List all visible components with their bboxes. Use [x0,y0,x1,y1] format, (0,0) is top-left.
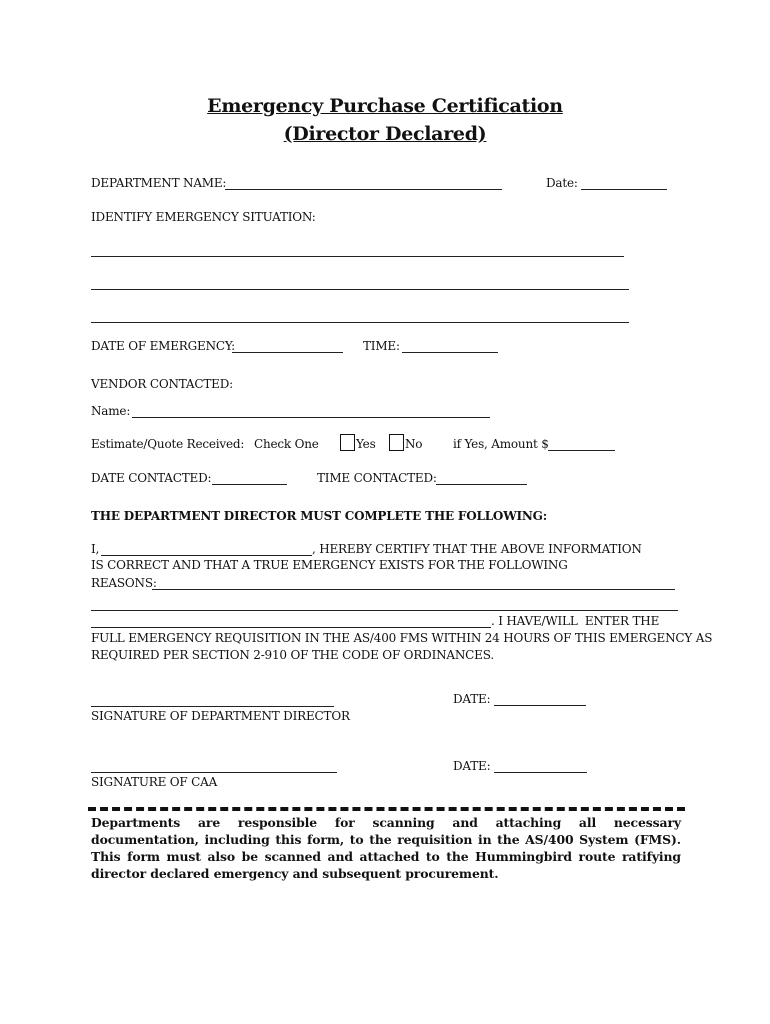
amount-field[interactable] [548,450,615,451]
no-label: No [405,437,423,451]
director-signature-label: SIGNATURE OF DEPARTMENT DIRECTOR [91,709,350,723]
department-name-label: DEPARTMENT NAME: [91,176,227,190]
vendor-contacted-heading: VENDOR CONTACTED: [91,377,233,391]
reasons-line-3[interactable] [91,627,491,628]
director-date-label: DATE: [453,692,491,706]
emergency-situation-label: IDENTIFY EMERGENCY SITUATION: [91,210,316,224]
emergency-situation-line-1[interactable] [91,256,624,257]
footer-note: Departments are responsible for scanning and attaching all necessary documentation, including this form, to the requisition in the AS/400 System (FMS). This form must also be scanned and attached to the Hummingbird route ratifying director declared emergency and subsequent procurement. [91,815,681,881]
reasons-line-1[interactable] [152,589,675,590]
department-name-field[interactable] [225,189,502,190]
will-enter-text: . I HAVE/WILL ENTER THE [491,614,660,628]
requisition-line-1: FULL EMERGENCY REQUISITION IN THE AS/400 FMS WITHIN 24 HOURS OF THIS EMERGENCY AS [91,631,713,645]
certify-i-prefix: I, [91,542,100,556]
caa-date-label: DATE: [453,759,491,773]
date-of-emergency-field[interactable] [232,352,343,353]
form-title-line1: Emergency Purchase Certification [207,95,563,117]
emergency-time-label: TIME: [363,339,400,353]
time-contacted-label: TIME CONTACTED: [317,471,437,485]
reasons-label: REASONS: [91,576,157,590]
check-one-label: Check One [254,437,319,451]
reasons-line-2[interactable] [91,610,678,611]
emergency-situation-line-2[interactable] [91,289,629,290]
date-of-emergency-label: DATE OF EMERGENCY: [91,339,235,353]
estimate-received-label: Estimate/Quote Received: [91,437,245,451]
emergency-situation-line-3[interactable] [91,322,629,323]
certify-line-1: , HEREBY CERTIFY THAT THE ABOVE INFORMATION [312,542,642,556]
emergency-time-field[interactable] [402,352,498,353]
certify-line-2: IS CORRECT AND THAT A TRUE EMERGENCY EXISTS FOR THE FOLLOWING [91,558,568,572]
time-contacted-field[interactable] [436,484,527,485]
date-contacted-field[interactable] [212,484,287,485]
caa-signature-line[interactable] [91,772,337,773]
director-date-field[interactable] [494,705,586,706]
form-title-line2: (Director Declared) [283,123,487,145]
dashed-separator [88,807,685,811]
date-label: Date: [546,176,578,190]
director-name-field[interactable] [101,555,312,556]
requisition-line-2: REQUIRED PER SECTION 2-910 OF THE CODE OF ORDINANCES. [91,648,494,662]
vendor-name-field[interactable] [132,417,490,418]
yes-label: Yes [356,437,376,451]
yes-checkbox[interactable] [340,434,355,451]
director-signature-line[interactable] [91,706,334,707]
date-field[interactable] [581,189,667,190]
date-contacted-label: DATE CONTACTED: [91,471,212,485]
vendor-name-label: Name: [91,404,131,418]
caa-signature-label: SIGNATURE OF CAA [91,775,218,789]
director-section-heading: THE DEPARTMENT DIRECTOR MUST COMPLETE THE FOLLOWING: [91,509,547,523]
no-checkbox[interactable] [389,434,404,451]
amount-label: if Yes, Amount $ [453,437,549,451]
caa-date-field[interactable] [494,772,587,773]
